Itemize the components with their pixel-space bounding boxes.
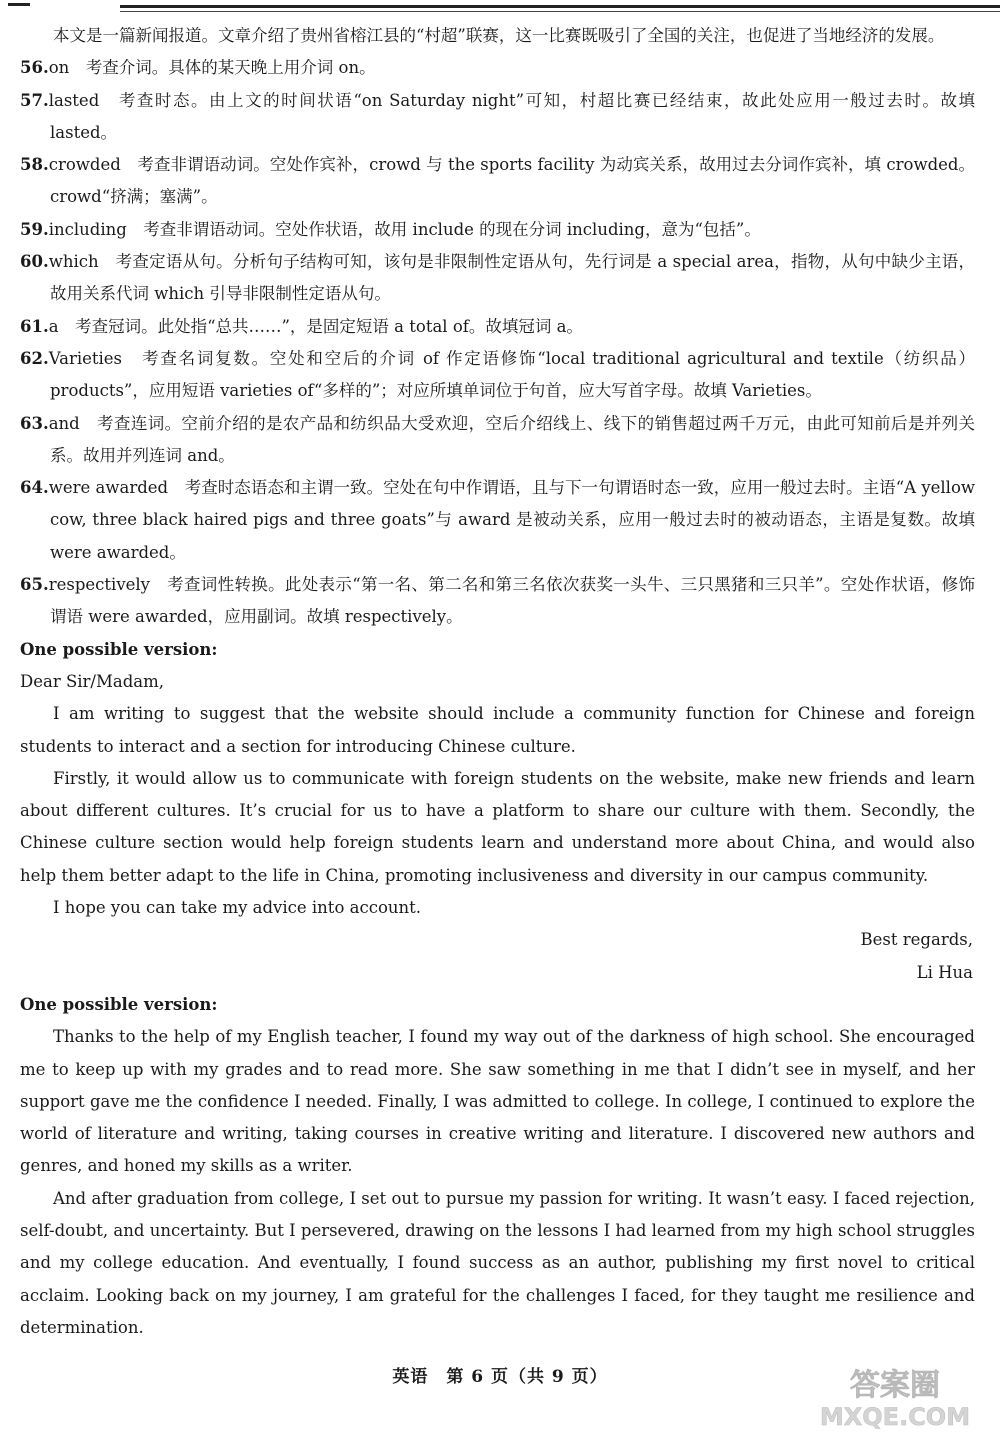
story-paragraph: Thanks to the help of my English teacher, I found my way out of the darkness of high school. She encouraged me to keep up with my grades and to read more. She saw something in me that I didn’t see in myself, and her support gave me the confidence I needed. Finally, I was admitted to college. In college, I continued to explore the world of literature and writing, taking courses in creative writing and literature. I discovered new authors and genres, and honed my skills as a writer.: [20, 1027, 975, 1176]
answer-number: 57.: [20, 90, 49, 110]
answer-item: [20, 311, 975, 343]
watermark-text-top: 答案圈: [850, 1368, 940, 1403]
top-border: [0, 3, 1000, 13]
letter-paragraph: I am writing to suggest that the website should include a community function for Chinese and foreign students to interact and a section for introducing Chinese culture.: [20, 704, 975, 756]
answer-number: 60.: [20, 252, 49, 272]
letter-section: [20, 634, 975, 989]
answer-number: 58.: [20, 155, 49, 175]
answer-explanation: 考查定语从句。分析句子结构可知，该句是非限制性定语从句，先行词是 a special area，指物，从句中缺少主语，故用关系代词 which 引导非限制性定语从句。: [50, 252, 976, 304]
answer-key: respectively: [48, 575, 150, 595]
answer-item: [20, 214, 975, 246]
top-corner-mark: [8, 3, 30, 6]
letter-heading: One possible version:: [20, 639, 218, 659]
answer-explanation: 考查名词复数。空处和空后的介词 of 作定语修饰“local traditional agricultural and textile（纺织品）products”，应用短语 varieties of“多样的”；对应所填单词位于句首，应大写首字母。故填 Varieties。: [50, 348, 976, 401]
answer-number: 64.: [20, 478, 49, 498]
letter-signoff: Best regards,: [860, 930, 973, 950]
answer-key: which: [48, 252, 99, 272]
answer-key: Varieties: [48, 348, 123, 368]
story-section: [20, 989, 975, 1344]
answer-number: 62.: [20, 348, 49, 368]
answer-key: and: [48, 413, 80, 433]
answer-explanation: 考查非谓语动词。空处作状语，故用 include 的现在分词 including，意为“包括”。: [143, 219, 761, 239]
answer-item: [20, 85, 975, 150]
page-footer: 英语 第 6 页（共 9 页）: [392, 1367, 608, 1387]
answer-key: crowded: [48, 155, 121, 175]
answer-item: [20, 52, 975, 84]
answer-explanation: 考查词性转换。此处表示“第一名、第二名和第三名依次获奖一头牛、三只黑猪和三只羊”。空处作状语，修饰谓语 were awarded，应用副词。故填 respectively。: [50, 575, 976, 627]
answer-explanation: 考查时态语态和主谓一致。空处在句中作谓语，且与下一句谓语时态一致，应用一般过去时。主语“A yellow cow, three black haired pigs and three goats”与 award 是被动关系，应用一般过去时的被动语态，主语是复数。故填 were awarded。: [50, 478, 976, 562]
letter-paragraph: I hope you can take my advice into account.: [53, 898, 422, 918]
letter-signature-name: Li Hua: [916, 962, 973, 982]
answer-item: [20, 343, 975, 408]
answer-key: including: [48, 219, 127, 239]
answer-item: [20, 408, 975, 473]
story-paragraph: And after graduation from college, I set out to pursue my passion for writing. It wasn’t easy. I faced rejection, self-doubt, and uncertainty. But I persevered, drawing on the lessons I had learned from my high school struggles and my college education. And eventually, I found success as an author, publishing my first novel to critical acclaim. Looking back on my journey, I am grateful for the challenges I faced, for they taught me resilience and determination.: [20, 1188, 975, 1337]
watermark-text-bottom: MXQE.COM: [819, 1403, 971, 1431]
answer-key: on: [48, 58, 70, 78]
top-thick-rule: [120, 5, 1000, 8]
letter-greeting: Dear Sir/Madam,: [20, 671, 165, 691]
answer-explanation: 考查介词。具体的某天晚上用介词 on。: [85, 58, 376, 78]
answer-number: 63.: [20, 413, 49, 433]
answer-number: 59.: [20, 219, 49, 239]
answer-key: were awarded: [48, 478, 169, 498]
answer-explanation: 考查时态。由上文的时间状语“on Saturday night”可知，村超比赛已经结束，故此处应用一般过去时。故填 lasted。: [50, 90, 975, 142]
answer-item: [20, 569, 975, 634]
answer-item: [20, 472, 975, 569]
top-thin-rule: [120, 11, 1000, 12]
answer-list: [20, 52, 975, 633]
page-content: [20, 20, 975, 1344]
answer-number: 65.: [20, 575, 49, 595]
watermark-logo: [800, 1365, 990, 1431]
answer-number: 61.: [20, 316, 49, 336]
answer-item: [20, 246, 975, 311]
story-heading: One possible version:: [20, 994, 218, 1014]
letter-paragraph: Firstly, it would allow us to communicate with foreign students on the website, make new friends and learn about different cultures. It’s crucial for us to have a platform to share our culture with them. Secondly, the Chinese culture section would help foreign students learn and understand more about China, and would also help them better adapt to the life in China, promoting inclusiveness and diversity in our campus community.: [20, 768, 975, 885]
answer-explanation: 考查非谓语动词。空处作宾补，crowd 与 the sports facility 为动宾关系，故用过去分词作宾补，填 crowded。crowd“挤满；塞满”。: [50, 155, 976, 207]
answer-explanation: 考查冠词。此处指“总共……”，是固定短语 a total of。故填冠词 a。: [75, 316, 583, 336]
answer-item: [20, 149, 975, 214]
answer-key: lasted: [48, 90, 100, 110]
answer-key: a: [48, 316, 59, 336]
answer-explanation: 考查连词。空前介绍的是农产品和纺织品大受欢迎，空后介绍线上、线下的销售超过两千万元，由此可知前后是并列关系。故用并列连词 and。: [50, 413, 976, 465]
answer-number: 56.: [20, 58, 49, 78]
intro-paragraph: 本文是一篇新闻报道。文章介绍了贵州省榕江县的“村超”联赛，这一比赛既吸引了全国的关注，也促进了当地经济的发展。: [53, 26, 945, 45]
